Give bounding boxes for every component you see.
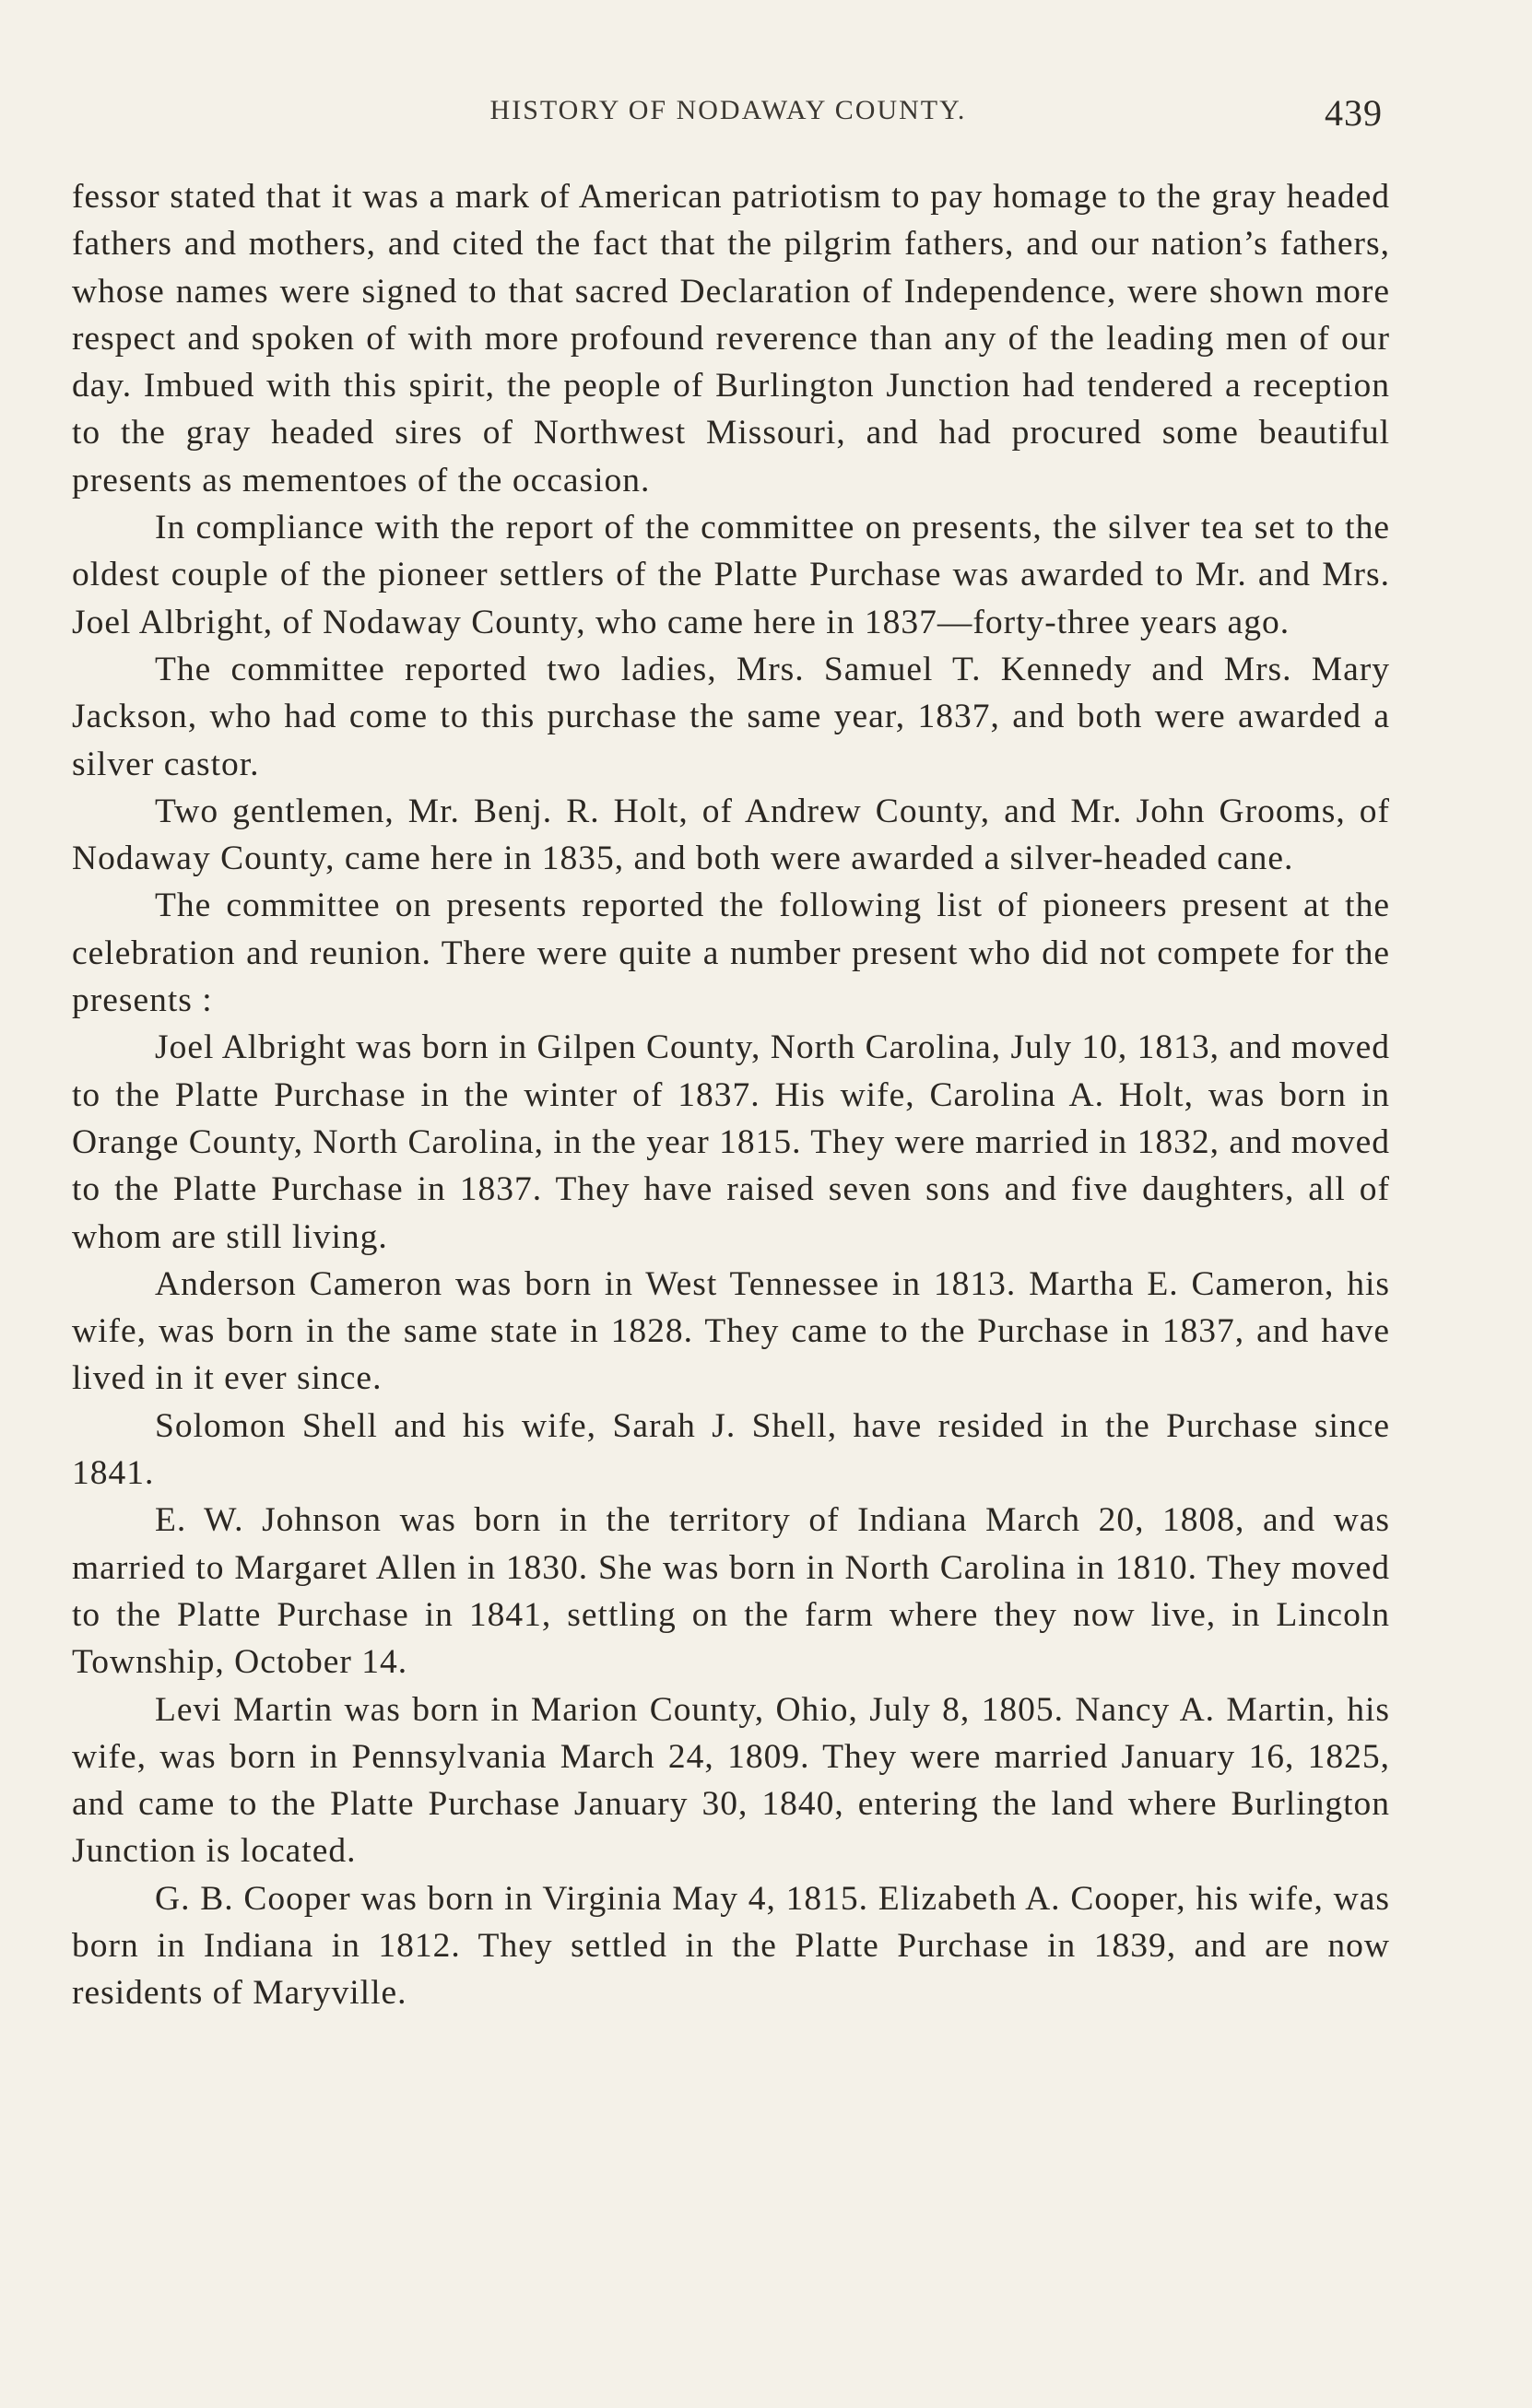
paragraph: Anderson Cameron was born in West Tennessee in 1813. Martha E. Cameron, his wife, was born in the same state in 1828. They came to the Purchase in 1837, and have lived in it ever since.: [72, 1264, 1390, 1398]
paragraph: G. B. Cooper was born in Virginia May 4, 1815. Elizabeth A. Cooper, his wife, was born in Indiana in 1812. They settled in the Platte Purchase in 1839, and are now residents of Maryville.: [72, 1879, 1390, 2013]
paragraph: The committee reported two ladies, Mrs. Samuel T. Kennedy and Mrs. Mary Jackson, who had come to this purchase the same year, 1837, and both were awarded a silver castor.: [72, 650, 1390, 783]
paragraph: Solomon Shell and his wife, Sarah J. Shell, have resided in the Purchase since 1841.: [72, 1406, 1390, 1493]
paragraph: fessor stated that it was a mark of American patriotism to pay homage to the gray headed fathers and mothers, and cited the fact that the pilgrim fathers, and our nation’s fathers, whose names were signed to that sacred Declaration of Independence, were shown more respect and spoken of with more profound reverence than any of the leading men of our day. Imbued with this spirit, the people of Burlington Junction had tendered a reception to the gray headed sires of Northwest Missouri, and had procured some beautiful presents as mementoes of the occasion.: [72, 178, 1390, 499]
paragraph: Two gentlemen, Mr. Benj. R. Holt, of Andrew County, and Mr. John Grooms, of Nodaway County, came here in 1835, and both were awarded a silver-headed cane.: [72, 792, 1390, 878]
page-header: [74, 92, 1383, 147]
paragraph: In compliance with the report of the committee on presents, the silver tea set to the oldest couple of the pioneer settlers of the Platte Purchase was awarded to Mr. and Mrs. Joel Albright, of Nodaway County, who came here in 1837—forty-three years ago.: [72, 509, 1390, 641]
paragraph: Levi Martin was born in Marion County, Ohio, July 8, 1805. Nancy A. Martin, his wife, was born in Pennsylvania March 24, 1809. They were married January 16, 1825, and came to the Platte Purchase January 30, 1840, entering the land where Burlington Junction is located.: [72, 1690, 1390, 1871]
paragraph: The committee on presents reported the following list of pioneers present at the celebration and reunion. There were quite a number present who did not compete for the presents :: [72, 887, 1390, 1020]
page-number: 439: [1325, 92, 1383, 134]
body-text: [72, 173, 1390, 2017]
paragraph: Joel Albright was born in Gilpen County, North Carolina, July 10, 1813, and moved to the Platte Purchase in the winter of 1837. His wife, Carolina A. Holt, was born in Orange County, North Carolina, in the year 1815. They were married in 1832, and moved to the Platte Purchase in 1837. They have raised seven sons and five daughters, all of whom are still living.: [72, 1028, 1390, 1256]
paragraph: E. W. Johnson was born in the territory of Indiana March 20, 1808, and was married to Margaret Allen in 1830. She was born in North Carolina in 1810. They moved to the Platte Purchase in 1841, settling on the farm where they now live, in Lincoln Township, October 14.: [72, 1501, 1390, 1682]
running-head: HISTORY OF NODAWAY COUNTY.: [489, 95, 967, 125]
